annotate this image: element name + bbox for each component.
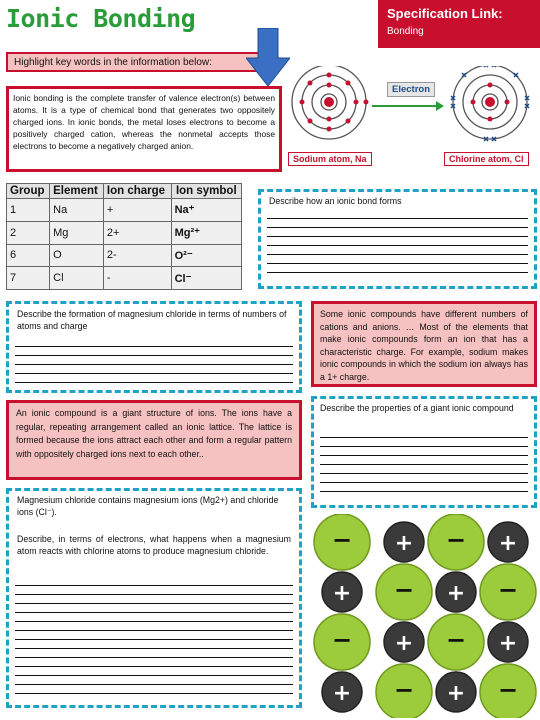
question-box-ionic-bond <box>258 189 537 289</box>
ion-charge-symbol: + <box>498 631 518 656</box>
ion-charge-table <box>6 183 242 290</box>
ion-charge-symbol: + <box>332 681 352 706</box>
table-cell: Mg²⁺ <box>171 221 241 244</box>
information-text-box: Ionic bonding is the complete transfer of valence electron(s) between atoms. It is a type of chemical bond that generates two oppositely charged ions. In ionic bonds, the metal loses electrons to become a positively charged cation, whereas the nonmetal accepts those electrons to become a negatively charged anion. <box>6 86 282 172</box>
anion <box>480 664 536 718</box>
ion-charge-symbol: − <box>393 576 415 604</box>
spec-heading: Specification Link: <box>387 6 503 21</box>
ion-charge-symbol: + <box>446 681 466 706</box>
question-text: Describe how an ionic bond forms <box>269 196 402 206</box>
column-header: Ion symbol <box>171 184 241 199</box>
anion <box>314 514 370 570</box>
cation <box>384 522 424 562</box>
ion-charge-symbol: − <box>497 676 519 704</box>
column-header: Group <box>7 184 50 199</box>
anion <box>314 614 370 670</box>
anion <box>376 664 432 718</box>
table-cell: 2 <box>7 221 50 244</box>
sodium-nucleus <box>324 97 334 107</box>
question-box-ionic-properties <box>311 396 537 508</box>
table-cell: 1 <box>7 199 50 222</box>
fact-box-ion-ratios: Some ionic compounds have different numbers of cations and anions. … Most of the elements that make ionic compounds form an ion that has a characteristic charge. For example, sodium makes ionic compounds in which the sodium ion always has a 1+ charge. <box>311 301 537 387</box>
question-text: Describe the properties of a giant ionic compound <box>320 403 514 413</box>
chlorine-atom-label: Chlorine atom, Cl <box>444 152 529 166</box>
question-text: Describe the formation of magnesium chloride in terms of numbers of atoms and charge <box>17 309 287 331</box>
table-row <box>7 199 242 222</box>
ion-charge-symbol: + <box>446 581 466 606</box>
table-cell: Cl⁻ <box>171 267 241 290</box>
ion-charge-symbol: − <box>331 526 353 554</box>
ion-charge-symbol: − <box>445 526 467 554</box>
table-cell: Mg <box>50 221 104 244</box>
cation <box>488 522 528 562</box>
question-box-magnesium-chloride-formation <box>6 301 302 393</box>
table-cell: - <box>103 267 171 290</box>
ion-charge-symbol: + <box>498 531 518 556</box>
specification-link-box <box>378 0 540 48</box>
table-row <box>7 267 242 290</box>
anion <box>428 514 484 570</box>
spec-topic: Bonding <box>387 26 424 37</box>
question-text: Describe, in terms of electrons, what happens when a magnesium atom reacts with chlorine atoms to produce magnesium chloride. <box>17 534 291 556</box>
chlorine-nucleus <box>485 97 495 107</box>
column-header: Ion charge <box>103 184 171 199</box>
sodium-atom-label: Sodium atom, Na <box>288 152 372 166</box>
table-row <box>7 244 242 267</box>
table-cell: 2- <box>103 244 171 267</box>
table-cell: Na <box>50 199 104 222</box>
answer-lines[interactable] <box>15 577 293 694</box>
table-cell: Na⁺ <box>171 199 241 222</box>
down-arrow-icon <box>246 28 290 86</box>
question-box-magnesium-reaction <box>6 488 302 708</box>
electron-label: Electron <box>387 82 435 97</box>
cation <box>436 572 476 612</box>
cation <box>384 622 424 662</box>
answer-lines[interactable] <box>320 429 528 492</box>
ion-charge-symbol: − <box>393 676 415 704</box>
table-row <box>7 221 242 244</box>
table-cell: O <box>50 244 104 267</box>
ion-charge-symbol: + <box>394 631 414 656</box>
ionic-bond-diagram <box>286 66 540 178</box>
ion-charge-symbol: + <box>332 581 352 606</box>
answer-lines[interactable] <box>15 338 293 383</box>
ion-charge-symbol: + <box>394 531 414 556</box>
ion-charge-symbol: − <box>445 626 467 654</box>
table-cell: 2+ <box>103 221 171 244</box>
ionic-lattice-diagram <box>312 514 538 718</box>
table-cell: Cl <box>50 267 104 290</box>
ion-charge-symbol: − <box>497 576 519 604</box>
cation <box>322 572 362 612</box>
table-cell: 7 <box>7 267 50 290</box>
ion-charge-symbol: − <box>331 626 353 654</box>
table-cell: + <box>103 199 171 222</box>
cation <box>436 672 476 712</box>
page-title: Ionic Bonding <box>6 4 196 33</box>
anion <box>428 614 484 670</box>
fact-box-ionic-lattice: An ionic compound is a giant structure of ions. The ions have a regular, repeating arrangement called an ionic lattice. The lattice is formed because the ions attract each other and form a regular pattern with oppositely charged ions next to each other.. <box>6 400 302 480</box>
question-intro: Magnesium chloride contains magnesium ions (Mg2+) and chloride ions (Cl⁻). <box>17 495 279 517</box>
table-cell: O²⁻ <box>171 244 241 267</box>
column-header: Element <box>50 184 104 199</box>
table-header-row <box>7 184 242 199</box>
cation <box>488 622 528 662</box>
anion <box>376 564 432 620</box>
table-cell: 6 <box>7 244 50 267</box>
anion <box>480 564 536 620</box>
instruction-banner: Highlight key words in the information below: <box>6 52 268 72</box>
cation <box>322 672 362 712</box>
answer-lines[interactable] <box>267 210 528 273</box>
